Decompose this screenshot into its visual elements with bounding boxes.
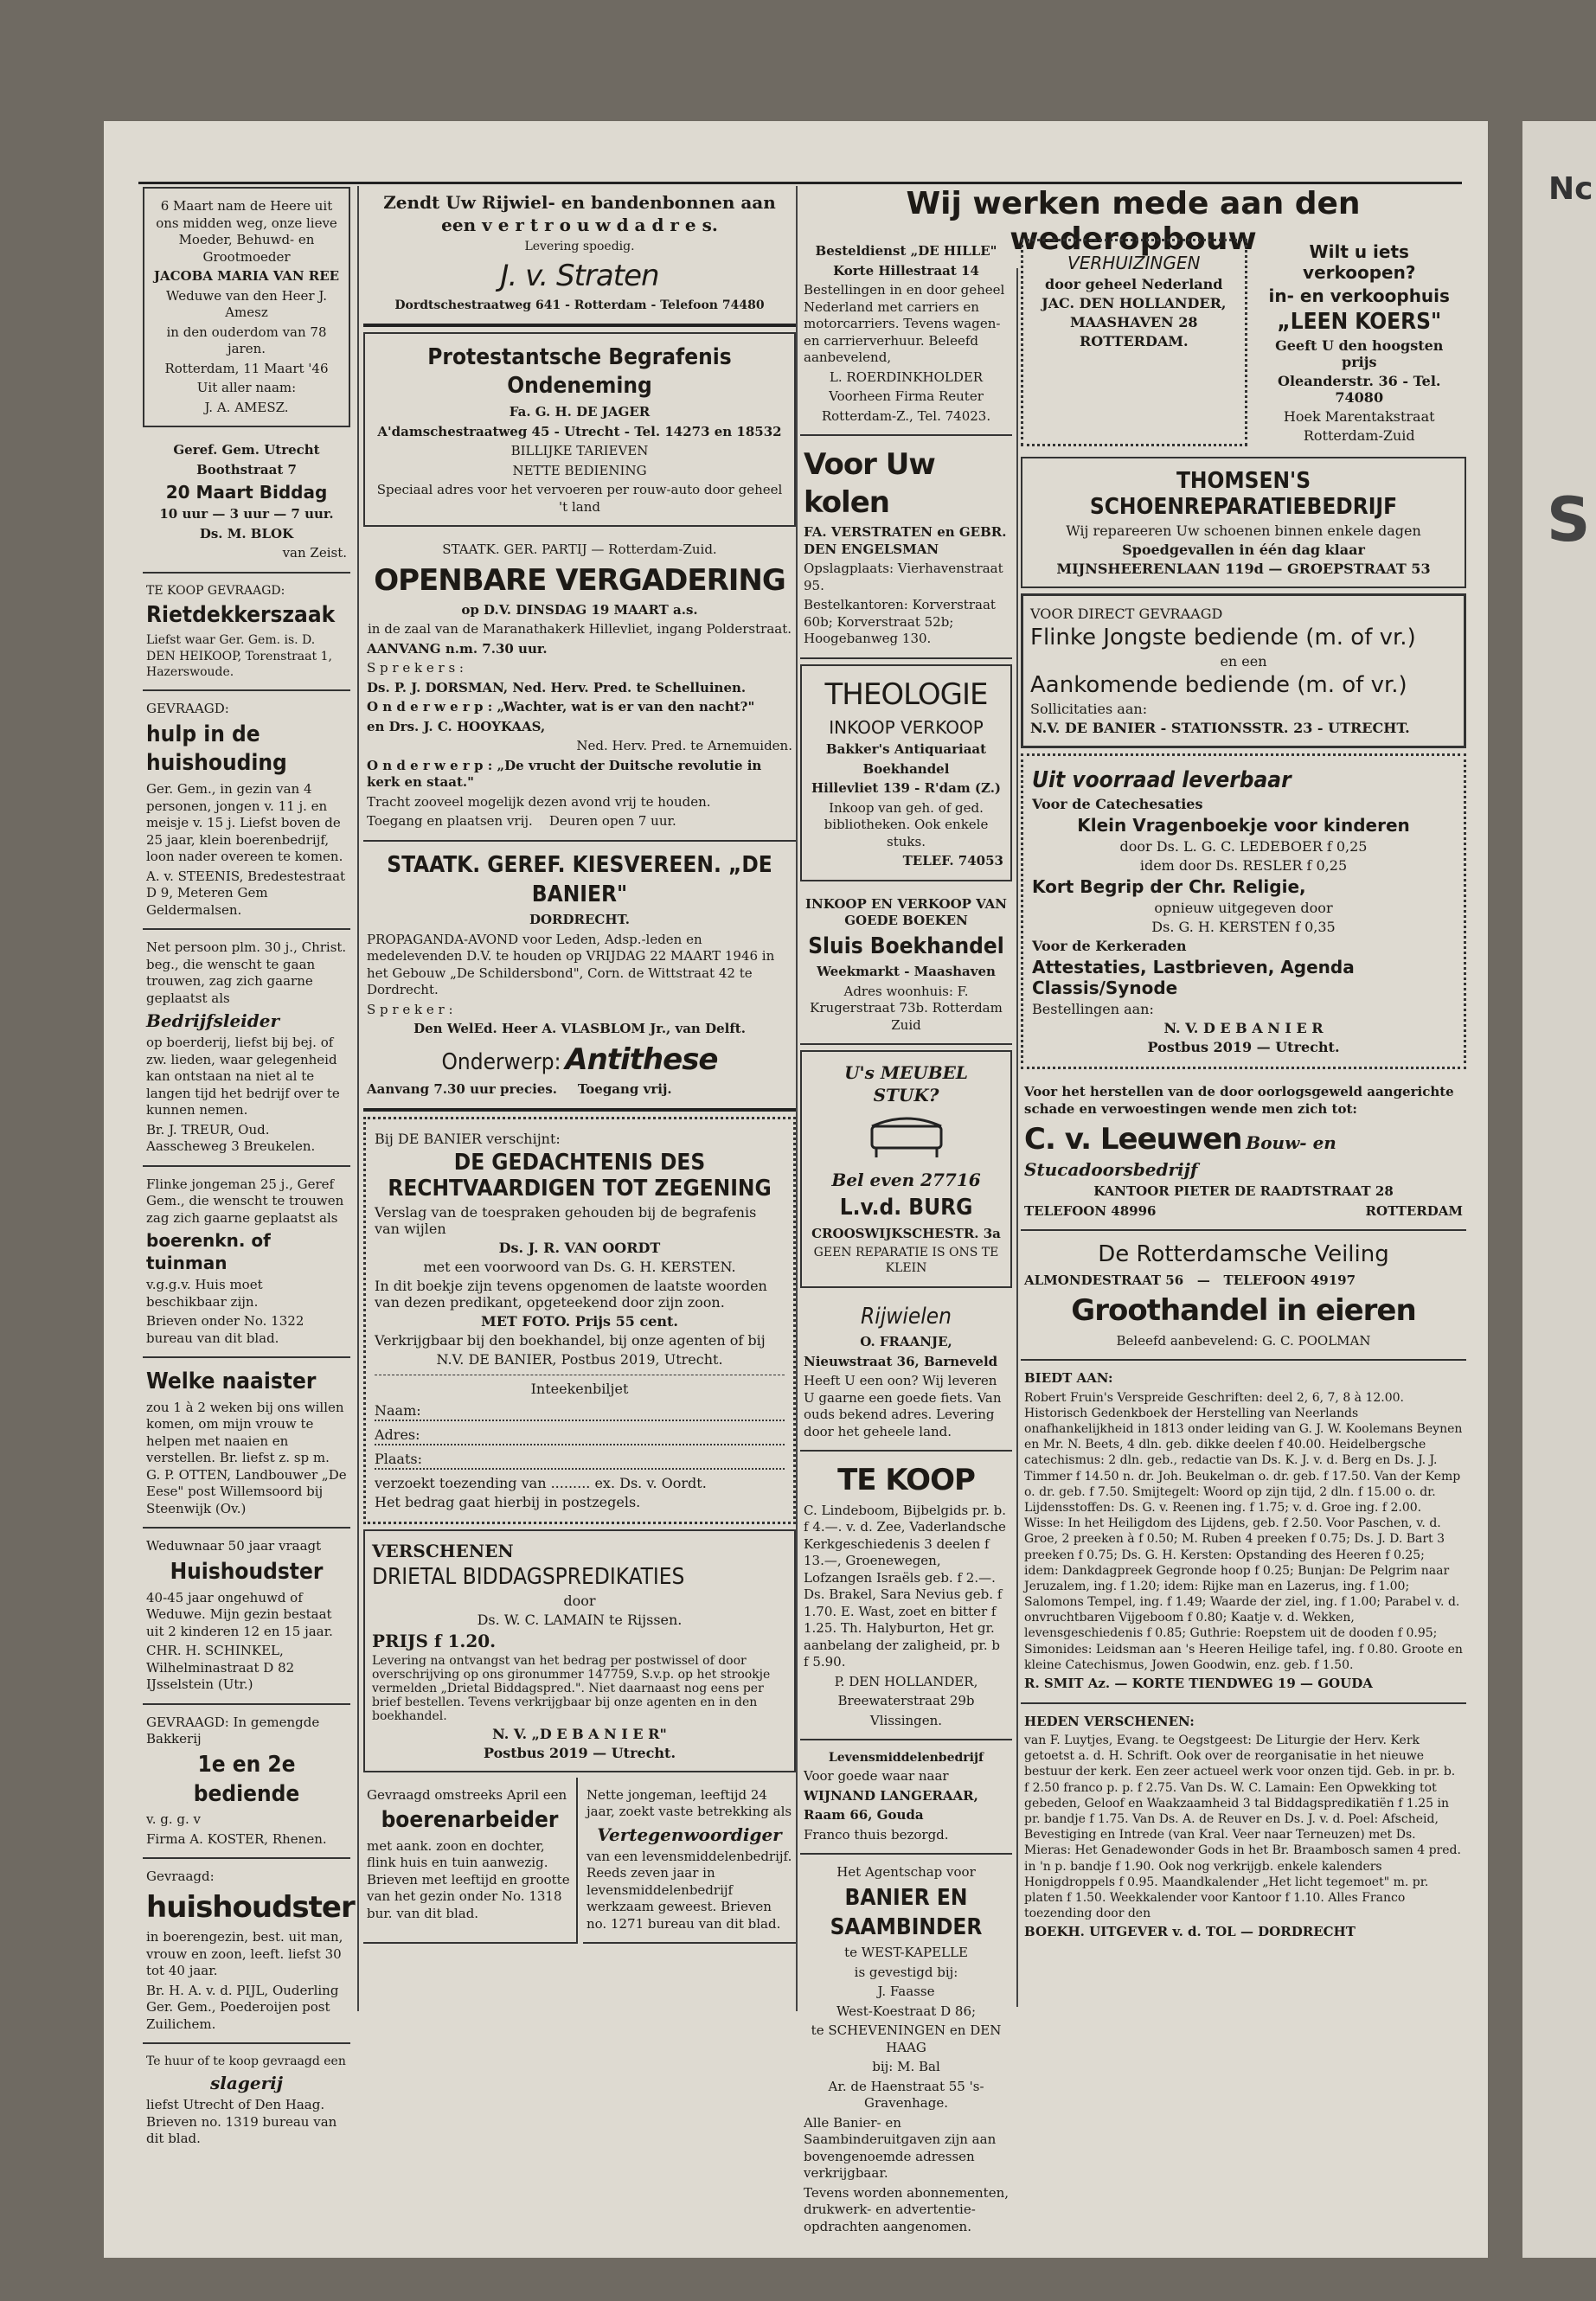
naaister-ad: Welke naaister zou 1 à 2 weken bij ons willen komen, om mijn vrouw te helpen met naaien en verstellen. Br. liefst z. sp m. G. P. OTTEN, Landbouwer „De Eese" post Willemsoord bij Steenwijk (Ov.)	[143, 1358, 350, 1529]
adres-field[interactable]: Adres:	[375, 1426, 785, 1445]
rijwiel-ad: Zendt Uw Rijwiel- en bandenbonnen aan een v e r t r o u w d a d r e s. Levering spoedig. J. v. Straten Dordtschestraatweg 641 - Rotterdam - Telefoon 74480	[363, 182, 796, 327]
obituary-notice: 6 Maart nam de Heere uit ons midden weg, onze lieve Moeder, Behuwd- en Grootmoeder JACOBA MARIA VAN REE Weduwe van den Heer J. Amesz in den ouderdom van 78 jaren. Rotterdam, 11 Maart '46 Uit aller naam: J. A. AMESZ.	[143, 187, 350, 427]
column-divider	[1016, 268, 1018, 2007]
wederopbouw-header: Wij werken mede aan den wederopbouw	[906, 186, 1361, 257]
sluis-boekhandel-ad: INKOOP EN VERKOOP VAN GOEDE BOEKEN Sluis Boekhandel Weekmarkt - Maashaven Adres woonhuis: F. Krugerstraat 73b. Rotterdam Zuid	[800, 887, 1012, 1046]
huishoudster-boerengezin-ad: Gevraagd: huishoudster in boerengezin, best. uit man, vrouw en zoon, leeft. liefst 30 tot 40 jaar. Br. H. A. v. d. PIJL, Ouderling Ger. Gem., Poederoijen post Zuilichem.	[143, 1859, 350, 2044]
rotterdamsche-veiling-ad: De Rotterdamsche Veiling ALMONDESTRAAT 56 — TELEFOON 49197 Groothandel in eieren Beleefd aanbevelend: G. C. POOLMAN	[1021, 1231, 1466, 1361]
column-2	[363, 182, 796, 1944]
plaats-field[interactable]: Plaats:	[375, 1451, 785, 1470]
slagerij-ad: Te huur of te koop gevraagd een slagerij liefst Utrecht of Den Haag. Brieven no. 1319 bureau van dit blad.	[146, 2054, 346, 2147]
kiesvereen-banier-ad: STAATK. GEREF. KIESVEREEN. „DE BANIER" DORDRECHT. PROPAGANDA-AVOND voor Leden, Adsp.-leden en medelevenden D.V. te houden op VRIJDAG 22 MAART 1946 in het Gebouw „De Schildersbond", Corn. de Wittstraat 42 te Dordrecht. S p r e k e r : Den WelEd. Heer A. VLASBLOM Jr., van Delft. Onderwerp: Antithese Aanvang 7.30 uur precies. Toegang vrij.	[363, 842, 796, 1112]
biddag-notice: Geref. Gem. Utrecht Boothstraat 7 20 Maart Biddag 10 uur — 3 uur — 7 uur. Ds. M. BLOK van Zeist.	[143, 433, 350, 574]
column-4	[1021, 234, 1466, 1951]
meubel-ad: U's MEUBEL STUK? Bel even 27716 L.v.d. BURG CROOSWIJKSCHESTR. 3a GEEN REPARATIE IS ONS TE KLEIN	[800, 1050, 1012, 1287]
boerenarbeider-ad: Gevraagd omstreeks April een boerenarbeider met aank. zoon en dochter, flink huis en tuin aanwezig. Brieven met leeftijd en grootte van het gezin onder No. 1318 bur. van dit blad.	[363, 1778, 578, 1945]
column-1	[143, 182, 355, 2157]
besteldienst-hille-ad: Besteldienst „DE HILLE" Korte Hillestraat 14 Bestellingen in en door geheel Nederland met carriers en motorcarriers. Tevens wagen- en carrierverhuur. Beleefd aanbevelend, L. ROERDINKHOLDER Voorheen Firma Reuter Rotterdam-Z., Tel. 74023.	[800, 234, 1012, 436]
voorraad-leverbaar-ad: Uit voorraad leverbaar Voor de Catechesaties Klein Vragenboekje voor kinderen door Ds. L. G. C. LEDEBOER f 0,25 idem door Ds. RESLER f 0,25 Kort Begrip der Chr. Religie, opnieuw uitgegeven door Ds. G. H. KERSTEN f 0,35 Voor de Kerkeraden Attestaties, Lastbrieven, Agenda Classis/Synode Bestellingen aan: N. V. D E B A N I E R Postbus 2019 — Utrecht.	[1021, 753, 1466, 1069]
rijwielen-ad: Rijwielen O. FRAANJE, Nieuwstraat 36, Barneveld Heeft U een oon? Wij leveren U gaarne een goede fiets. Van ouds bekend adres. Levering door het geheele land.	[800, 1293, 1012, 1452]
direct-gevraagd-ad: VOOR DIRECT GEVRAAGD Flinke Jongste bediende (m. of vr.) en een Aankomende bediende (m. of vr.) Sollicitaties aan: N.V. DE BANIER - STATIONSSTR. 23 - UTRECHT.	[1021, 593, 1466, 748]
column-3	[800, 234, 1012, 2245]
huishoudster-ad: Weduwnaar 50 jaar vraagt Huishoudster 40-45 jaar ongehuwd of Weduwe. Mijn gezin bestaat uit 2 kinderen 12 en 15 jaar. CHR. H. SCHINKEL, Wilhelminastraat D 82 IJsselstein (Utr.)	[143, 1529, 350, 1704]
hulp-huishouding-ad: GEVRAAGD: hulp in de huishouding Ger. Gem., in gezin van 4 personen, jongen v. 11 j. en meisje v. 15 j. Liefst boven de 25 jaar, klein boerenbedrijf, loon nader overeen te komen. A. v. STEENIS, Bredestestraat D 9, Meteren Gem Geldermalsen.	[143, 691, 350, 930]
column-divider	[357, 186, 359, 2011]
theologie-ad: THEOLOGIE INKOOP VERKOOP Bakker's Antiquariaat Boekhandel Hillevliet 139 - R'dam (Z.) Inkoop van geh. of ged. bibliotheken. Ook enkele stuks. TELEF. 74053	[800, 664, 1012, 881]
adjacent-page-letter: S	[1547, 484, 1591, 555]
thomsen-ad: THOMSEN'S SCHOENREPARATIEBEDRIJF Wij repareeren Uw schoenen binnen enkele dagen Spoedgevallen in één dag klaar MIJNSHEERENLAAN 119d — GROEPSTRAAT 53	[1021, 457, 1466, 588]
biedt-aan-ad: BIEDT AAN: Robert Fruin's Verspreide Geschriften: deel 2, 6, 7, 8 à 12.00. Historisch Gedenkboek der Herstelling van Neerlands onafhankelijkheid in 1813 onder leiding van G. J. W. Koolemans Beynen en Mr. N. Beets, 4 dln. geb. dikke deelen f 40.00. Heidelbergsche catechismus: 2 dln. geb., redactie van Ds. K. J. v. d. Berg en Ds. J. J. Timmer f 14.50 n. dr. Joh. Beukelman o. dr. geb. f 17.50. Van der Kemp o. dr. geb. f 7.50. Smijtegelt: Woord op zijn tijd, 2 dln. f 15.00 o. dr. Lijdensstoffen: Ds. G. v. Reenen ing. f 1.75; v. d. Groe ing. f 2.00. Wisse: In het Heiligdom des Lijdens, geb. f 2.50. Voor Paschen, v. d. Groe, 2 preeken à f 0.50; M. Ruben 4 preeken f 0.75; Ds. J. D. Bart 3 preeken f 0.75; Ds. G. H. Kersten: Opstanding des Heeren f 0.25; idem: Dankdagpreek Gegronde hoop f 0.25; Bunjan: De Pelgrim naar Jeruzalem, ing. f 1.20; idem: Rijke man en Lazerus, ing. f 1.00; Salomons Tempel, ing. f 1.49; Waarde der ziel, ing. f 1.00; Parabel v. d. onvruchtbaren Vijgeboom f 0.80; Kaatje v. d. Wekken, levensgeschiedenis f 0.85; Guthrie: Roepstem uit de dooden f 0.95; Simonides: Leidsman aan 's Heeren Heilige tafel, ing. f 0.80. Groote en kleine Catechismus, Jowen Goodwin, enz. geb. f 1.50. R. SMIT Az. — KORTE TIENDWEG 19 — GOUDA	[1021, 1361, 1466, 1703]
adjacent-page-header: Nc	[1548, 171, 1593, 207]
vertegenwoordiger-ad: Nette jongeman, leeftijd 24 jaar, zoekt vaste betrekking als Vertegenwoordiger van een levensmiddelenbedrijf. Reeds zeven jaar in levensmiddelenbedrijf werkzaam geweest. Brieven no. 1271 bureau van dit blad.	[583, 1778, 796, 1945]
levensmiddelen-ad: Levensmiddelenbedrijf Voor goede waar naar WIJNAND LANGERAAR, Raam 66, Gouda Franco thuis bezorgd.	[800, 1740, 1012, 1855]
heden-verschenen-ad: HEDEN VERSCHENEN: van F. Luytjes, Evang. te Oegstgeest: De Liturgie der Herv. Kerk getoetst a. d. H. Schrift. Ook over de reorganisatie in het nieuwe bestuur der kerk. Een zeer actueel werk voor onzen tijd. Geb. in pr. b. f 2.50 franco p. p. f 2.75. Van Ds. W. C. Lamain: Een Opwekking tot gebeden, Geloof en Waakzaamheid 3 tal Biddagspredikatiën f 1.25 in pr. bandje f 1.75. Van Ds. A. de Reuver en Ds. J. v. d. Poel: Afscheid, Bevestiging en Intrede (van Kral. Veer naar Terneuzen) met Ds. Mieras: Het Genadewonder Gods in het Br. Braambosch samen 4 pred. in 'n p. bandje f 1.90. Ook nog verkrijgb. enkele kalenders Honigdroppels f 0.95. Maandkalender „Het licht tegemoet" m. pr. platen f 1.50. Weekkalender voor Kantoor f 1.10. Alles Franco toezending door den BOEKH. UITGEVER v. d. TOL — DORDRECHT	[1024, 1713, 1461, 1940]
small-ads-row	[363, 1778, 796, 1945]
drietal-biddagspredikaties-ad: VERSCHENEN DRIETAL BIDDAGSPREDIKATIES door Ds. W. C. LAMAIN te Rijssen. PRIJS f 1.20. Levering na ontvangst van het bedrag per postwissel of door overschrijving op ons gironummer 147759, S.v.p. op het strookje vermelden „Drietal Biddagspred.". Niet daarnaast nog eens per brief bestellen. Tevens verkrijgbaar bij onze agenten en in den boekhandel. N. V. „D E B A N I E R" Postbus 2019 — Utrecht.	[363, 1529, 796, 1772]
openbare-vergadering-ad: STAATK. GER. PARTIJ — Rotterdam-Zuid. OPENBARE VERGADERING op D.V. DINSDAG 19 MAART a.s. in de zaal van de Maranathakerk Hillevliet, ingang Polderstraat. AANVANG n.m. 7.30 uur. S p r e k e r s : Ds. P. J. DORSMAN, Ned. Herv. Pred. te Schelluinen. O n d e r w e r p : „Wachter, wat is er van den nacht?" en Drs. J. C. HOOYKAAS, Ned. Herv. Pred. te Arnemuiden. O n d e r w e r p : „De vrucht der Duitsche revolutie in kerk en staat." Tracht zooveel mogelijk dezen avond vrij te houden. Toegang en plaatsen vrij. Deuren open 7 uur.	[363, 532, 796, 842]
te-koop-ad: TE KOOP C. Lindeboom, Bijbelgids pr. b. f 4.—. v. d. Zee, Vaderlandsche Kerkgeschiedenis 3 deelen f 13.—, Groenewegen, Lofzangen Israëls geb. f 2.—. Ds. Brakel, Sara Nevius geb. f 1.70. E. Wast, zoet en bitter f 1.25. Th. Halyburton, Het gr. aanbelang der zaligheid, pr. b f 5.90. P. DEN HOLLANDER, Breewaterstraat 29b Vlissingen.	[800, 1452, 1012, 1740]
tuinman-ad: Flinke jongeman 25 j., Geref Gem., die wenscht te trouwen zag zich gaarne geplaatst als boerenkn. of tuinman v.g.g.v. Huis moet beschikbaar zijn. Brieven onder No. 1322 bureau van dit blad.	[143, 1167, 350, 1359]
top-ads-row	[1021, 234, 1466, 452]
bedrijfsleider-ad: Net persoon plm. 30 j., Christ. beg., die wenscht te gaan trouwen, zag zich gaarne geplaatst als Bedrijfsleider op boerderij, liefst bij bej. of zw. lieden, waar gelegenheid kan ontstaan na niet al te langen tijd het bedrijf over te kunnen nemen. Br. J. TREUR, Oud. Aasscheweg 3 Breukelen.	[143, 930, 350, 1167]
furniture-icon	[855, 1109, 958, 1161]
adjacent-page-edge	[1522, 121, 1596, 2258]
agentschap-ad: Het Agentschap voor BANIER EN SAAMBINDER te WEST-KAPELLE is gevestigd bij: J. Faasse West-Koestraat D 86; te SCHEVENINGEN en DEN HAAG bij: M. Bal Ar. de Haenstraat 55 's-Gravenhage. Alle Banier- en Saambinderuitgaven zijn aan bovengenoemde adressen verkrijgbaar. Tevens worden abonnementen, drukwerk- en advertentie-opdrachten aangenomen.	[804, 1864, 1010, 2234]
bakkerij-ad: GEVRAAGD: In gemengde Bakkerij 1e en 2e bediende v. g. g. v Firma A. KOSTER, Rhenen.	[143, 1705, 350, 1860]
leeuwen-ad: Voor het herstellen van de door oorlogsgeweld aangerichte schade en verwoestingen wende men zich tot: C. v. Leeuwen Bouw- en Stucadoorsbedrijf KANTOOR PIETER DE RAADTSTRAAT 28 TELEFOON 48996 ROTTERDAM	[1021, 1074, 1466, 1231]
verhuizingen-ad: VERHUIZINGEN door geheel Nederland JAC. DEN HOLLANDER, MAASHAVEN 28 ROTTERDAM.	[1021, 239, 1247, 446]
begrafenis-ad: Protestantsche Begrafenis Ondeneming Fa. G. H. DE JAGER A'damschestraatweg 45 - Utrecht - Tel. 14273 en 18532 BILLIJKE TARIEVEN NETTE BEDIENING Speciaal adres voor het vervoeren per rouw-auto door geheel 't land	[363, 332, 796, 528]
leen-koers-ad: Wilt u iets verkoopen? in- en verkoophuis „LEEN KOERS" Geeft U den hoogsten prijs Oleanderstr. 36 - Tel. 74080 Hoek Marentakstraat Rotterdam-Zuid	[1268, 241, 1450, 444]
kolen-ad: Voor Uw kolen FA. VERSTRATEN en GEBR. DEN ENGELSMAN Opslagplaats: Vierhavenstraat 95. Bestelkantoren: Korverstraat 60b; Korverstraat 52b; Hoogebanweg 130.	[800, 436, 1012, 659]
rietdekkerszaak-ad: TE KOOP GEVRAAGD: Rietdekkerszaak Liefst waar Ger. Gem. is. D. DEN HEIKOOP, Torenstraat 1, Hazerswoude.	[143, 574, 350, 692]
gedachtenis-ad: Bij DE BANIER verschijnt: DE GEDACHTENIS DES RECHTVAARDIGEN TOT ZEGENING Verslag van de toespraken gehouden bij de begrafenis van wijlen Ds. J. R. VAN OORDT met een voorwoord van Ds. G. H. KERSTEN. In dit boekje zijn tevens opgenomen de laatste woorden van dezen predikant, opgeteekend door zijn zoon. MET FOTO. Prijs 55 cent. Verkrijgbaar bij den boekhandel, bij onze agenten of bij N.V. DE BANIER, Postbus 2019, Utrecht. Inteekenbiljet Naam: Adres: Plaats: verzoekt toezending van ......... ex. Ds. v. Oordt. Het bedrag gaat hierbij in postzegels.	[363, 1117, 796, 1524]
naam-field[interactable]: Naam:	[375, 1402, 785, 1421]
column-divider	[796, 186, 798, 2011]
